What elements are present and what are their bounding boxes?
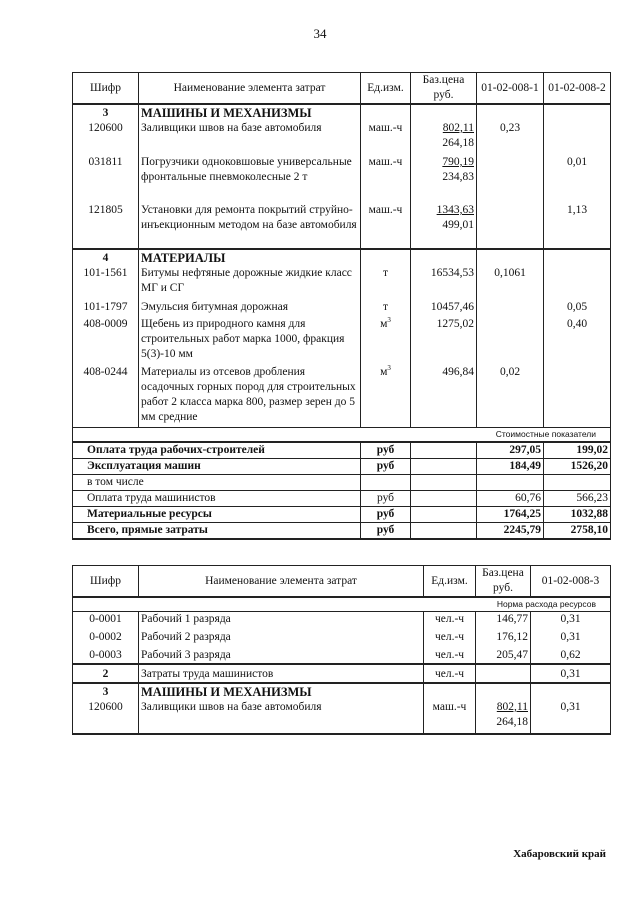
subheader-row (73, 427, 611, 442)
header-unit: Ед.изм. (361, 73, 411, 105)
section-row (73, 683, 611, 700)
row-code: 408-0009 (73, 317, 139, 365)
page-number: 34 (313, 26, 327, 41)
row-code: 2 (73, 664, 139, 683)
indicator-value-1 (477, 474, 544, 490)
row-unit: чел.-ч (424, 645, 476, 664)
indicator-name: Эксплуатация машин (73, 458, 361, 474)
header-col-1: 01-02-008-1 (477, 73, 544, 105)
row-name: Щебень из природного камня для строительных работ марка 1000, фракция 5(3)-10 мм (139, 317, 361, 365)
indicator-unit: руб (361, 522, 411, 539)
indicator-unit: руб (361, 506, 411, 522)
row-unit: т (361, 300, 411, 317)
section-code: 4 (73, 249, 139, 266)
resource-cost-table-1 (72, 72, 611, 540)
row-name: Битумы нефтяные дорожные жидкие класс МГ и СГ (139, 266, 361, 300)
row-unit: чел.-ч (424, 627, 476, 645)
row-code: 031811 (73, 155, 139, 203)
header-code: Шифр (73, 566, 139, 598)
row-value-1 (477, 317, 544, 365)
row-code: 120600 (73, 700, 139, 734)
row-code: 408-0244 (73, 365, 139, 427)
indicator-name: Оплата труда рабочих-строителей (73, 442, 361, 459)
row-value-1: 0,31 (531, 612, 611, 628)
section-row (73, 104, 611, 121)
price-main: 802,11 (442, 122, 474, 134)
region-footer: Хабаровский край (513, 848, 606, 860)
table-row (73, 645, 611, 664)
row-name: Эмульсия битумная дорожная (139, 300, 361, 317)
header-col-3: 01-02-008-3 (531, 566, 611, 598)
row-unit: чел.-ч (424, 664, 476, 683)
indicator-name: в том числе (73, 474, 361, 490)
row-name: Погрузчики одноковшовые универсальные фронтальные пневмоколесные 2 т (139, 155, 361, 203)
section-title: МАТЕРИАЛЫ (139, 249, 361, 266)
indicator-value-2: 1526,20 (544, 458, 611, 474)
indicator-value-1: 184,49 (477, 458, 544, 474)
section-row (73, 249, 611, 266)
row-value-1: 0,31 (531, 700, 611, 734)
table-row (73, 700, 611, 734)
table-row (73, 627, 611, 645)
row-price: 10457,46 (411, 300, 477, 317)
header-price: Баз.цена руб. (476, 566, 531, 598)
row-value-1: 0,31 (531, 664, 611, 683)
table-row (73, 203, 611, 249)
row-unit: маш.-ч (361, 121, 411, 155)
row-value-1: 0,02 (477, 365, 544, 427)
row-value-2 (544, 121, 611, 155)
subheader-label: Норма расхода ресурсов (73, 597, 611, 612)
indicator-unit: руб (361, 458, 411, 474)
price-main: 1343,63 (436, 204, 474, 216)
row-price (411, 155, 477, 203)
row-value-2: 0,40 (544, 317, 611, 365)
table-row (73, 300, 611, 317)
row-price: 146,77 (476, 612, 531, 628)
table-row (73, 365, 611, 427)
row-price: 16534,53 (411, 266, 477, 300)
price-main: 790,19 (442, 156, 474, 168)
row-unit: т (361, 266, 411, 300)
header-code: Шифр (73, 73, 139, 105)
indicator-row (73, 490, 611, 506)
indicator-value-2 (544, 474, 611, 490)
price-main: 802,11 (496, 701, 528, 713)
subheader-label: Стоимостные показатели (73, 427, 611, 442)
section-code: 3 (73, 104, 139, 121)
row-code: 101-1797 (73, 300, 139, 317)
table-row (73, 266, 611, 300)
indicator-value-2: 2758,10 (544, 522, 611, 539)
indicator-row (73, 442, 611, 459)
unit-superscript: 3 (387, 364, 391, 372)
row-price (476, 664, 531, 683)
row-code: 0-0002 (73, 627, 139, 645)
table-row (73, 612, 611, 628)
row-code: 121805 (73, 203, 139, 249)
header-unit: Ед.изм. (424, 566, 476, 598)
indicator-row (73, 506, 611, 522)
table-row (73, 664, 611, 683)
unit-text: м (380, 318, 388, 330)
row-value-2 (544, 266, 611, 300)
indicator-row (73, 474, 611, 490)
unit-superscript: 3 (387, 316, 391, 324)
indicator-row (73, 458, 611, 474)
price-secondary: 499,01 (442, 219, 474, 231)
row-price: 1275,02 (411, 317, 477, 365)
row-value-1: 0,1061 (477, 266, 544, 300)
row-price: 176,12 (476, 627, 531, 645)
indicator-value-2: 199,02 (544, 442, 611, 459)
row-price (411, 121, 477, 155)
section-title: МАШИНЫ И МЕХАНИЗМЫ (139, 104, 361, 121)
row-value-2: 0,05 (544, 300, 611, 317)
table-row (73, 155, 611, 203)
table-row (73, 317, 611, 365)
row-unit: маш.-ч (361, 155, 411, 203)
row-code: 120600 (73, 121, 139, 155)
price-secondary: 264,18 (442, 137, 474, 149)
row-name: Установки для ремонта покрытий струйно-инъекционным методом на базе автомобиля (139, 203, 361, 249)
header-price: Баз.цена руб. (411, 73, 477, 105)
indicator-value-1: 60,76 (477, 490, 544, 506)
section-code: 3 (73, 683, 139, 700)
row-code: 101-1561 (73, 266, 139, 300)
price-secondary: 234,83 (442, 171, 474, 183)
indicator-name: Всего, прямые затраты (73, 522, 361, 539)
row-unit (361, 317, 411, 365)
row-name: Рабочий 1 разряда (139, 612, 424, 628)
indicator-value-2: 1032,88 (544, 506, 611, 522)
row-price: 496,84 (411, 365, 477, 427)
row-value-1: 0,31 (531, 627, 611, 645)
row-price (476, 700, 531, 734)
row-name: Рабочий 2 разряда (139, 627, 424, 645)
table-row (73, 121, 611, 155)
subheader-row (73, 597, 611, 612)
row-value-1: 0,23 (477, 121, 544, 155)
table-header-row (73, 566, 611, 598)
row-unit (361, 365, 411, 427)
row-name: Затраты труда машинистов (139, 664, 424, 683)
indicator-value-1: 2245,79 (477, 522, 544, 539)
indicator-name: Материальные ресурсы (73, 506, 361, 522)
row-value-2: 1,13 (544, 203, 611, 249)
indicator-name: Оплата труда машинистов (73, 490, 361, 506)
indicator-value-2: 566,23 (544, 490, 611, 506)
indicator-row (73, 522, 611, 539)
row-price: 205,47 (476, 645, 531, 664)
price-secondary: 264,18 (496, 716, 528, 728)
header-name: Наименование элемента затрат (139, 73, 361, 105)
row-unit: чел.-ч (424, 612, 476, 628)
row-value-1: 0,62 (531, 645, 611, 664)
resource-cost-table-2 (72, 565, 611, 735)
indicator-value-1: 1764,25 (477, 506, 544, 522)
header-col-2: 01-02-008-2 (544, 73, 611, 105)
row-name: Заливщики швов на базе автомобиля (139, 121, 361, 155)
row-code: 0-0003 (73, 645, 139, 664)
indicator-unit: руб (361, 442, 411, 459)
indicator-unit: руб (361, 490, 411, 506)
row-price (411, 203, 477, 249)
row-name: Рабочий 3 разряда (139, 645, 424, 664)
indicator-unit (361, 474, 411, 490)
header-name: Наименование элемента затрат (139, 566, 424, 598)
row-unit: маш.-ч (361, 203, 411, 249)
row-value-2 (544, 365, 611, 427)
row-value-1 (477, 203, 544, 249)
row-code: 0-0001 (73, 612, 139, 628)
table-header-row (73, 73, 611, 105)
indicator-value-1: 297,05 (477, 442, 544, 459)
row-name: Материалы из отсевов дробления осадочных горных пород для строительных работ 2 класса марка 800, размер зерен до 5 мм средние (139, 365, 361, 427)
row-name: Заливщики швов на базе автомобиля (139, 700, 424, 734)
section-title: МАШИНЫ И МЕХАНИЗМЫ (139, 683, 424, 700)
row-value-2: 0,01 (544, 155, 611, 203)
row-unit: маш.-ч (424, 700, 476, 734)
row-value-1 (477, 300, 544, 317)
row-value-1 (477, 155, 544, 203)
unit-text: м (380, 366, 388, 378)
